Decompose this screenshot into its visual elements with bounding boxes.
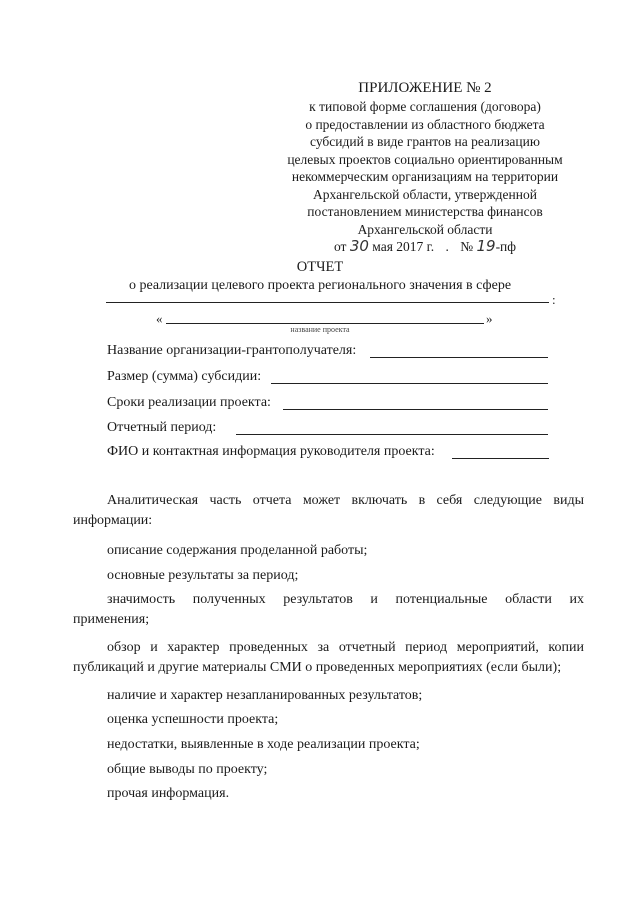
field-head-contacts-label: ФИО и контактная информация руководителя проекта: <box>107 444 435 459</box>
handwritten-day: 30 <box>349 237 369 255</box>
analytic-item-5: наличие и характер незапланированных результатов; <box>107 688 423 703</box>
analytic-item-4: обзор и характер проведенных за отчетный период мероприятий, копии <box>107 640 584 655</box>
field-head-contacts-line <box>452 458 549 459</box>
date-number-line <box>270 238 580 256</box>
appendix-line-3: субсидий в виде грантов на реализацию <box>310 134 540 149</box>
number-suffix: -пф <box>495 239 517 254</box>
analytic-item-3-cont: применения; <box>73 612 150 627</box>
appendix-line-6: Архангельской области, утвержденной <box>313 186 537 202</box>
project-name-caption: название проекта <box>290 325 350 334</box>
analytic-item-6: оценка успешности проекта; <box>107 712 279 727</box>
quote-open: « <box>156 311 163 326</box>
field-period-line <box>236 434 548 435</box>
appendix-line-7: постановлением министерства финансов <box>307 204 543 219</box>
analytic-item-3: значимость полученных результатов и потенциальные области их <box>107 592 584 607</box>
field-organization-label: Название организации-грантополучателя: <box>107 343 357 358</box>
field-period-label: Отчетный период: <box>107 420 217 435</box>
sphere-blank-line <box>106 302 549 303</box>
appendix-line-1: к типовой форме соглашения (договора) <box>309 99 541 114</box>
quote-close: » <box>486 311 493 326</box>
analytic-item-7: недостатки, выявленные в ходе реализации проекта; <box>107 737 420 752</box>
report-title: ОТЧЕТ <box>296 259 344 275</box>
report-subtitle: о реализации целевого проекта регионального значения в сфере <box>128 278 512 293</box>
analytic-item-2: основные результаты за период; <box>107 568 299 583</box>
appendix-title: ПРИЛОЖЕНИЕ № 2 <box>358 80 492 96</box>
date-rest: мая 2017 г. <box>372 239 435 254</box>
number-sign: № <box>460 239 474 254</box>
analytic-item-9: прочая информация. <box>107 786 230 801</box>
appendix-line-2: о предоставлении из областного бюджета <box>305 116 545 132</box>
field-subsidy-line <box>271 383 548 384</box>
appendix-header <box>270 78 580 256</box>
analytic-item-4-cont: публикаций и другие материалы СМИ о проведенных мероприятиях (если были); <box>73 660 562 675</box>
date-dot: . <box>445 239 449 254</box>
field-organization-line <box>370 357 548 358</box>
analytic-item-8: общие выводы по проекту; <box>107 762 268 777</box>
analytic-intro-cont: информации: <box>73 513 153 528</box>
appendix-line-5: некоммерческим организациям на территории <box>291 169 559 184</box>
sphere-colon: : <box>552 292 556 307</box>
handwritten-number: 19 <box>476 237 496 255</box>
analytic-item-1: описание содержания проделанной работы; <box>107 543 368 558</box>
field-subsidy-label: Размер (сумма) субсидии: <box>107 369 262 384</box>
appendix-line-4: целевых проектов социально ориентированным <box>287 151 563 167</box>
appendix-line-8: Архангельской области <box>357 221 493 237</box>
field-terms-line <box>283 409 548 410</box>
project-name-blank-line <box>166 323 484 324</box>
field-terms-label: Сроки реализации проекта: <box>107 395 271 410</box>
analytic-intro: Аналитическая часть отчета может включать в себя следующие виды <box>107 493 584 508</box>
date-prefix: от <box>333 239 347 254</box>
